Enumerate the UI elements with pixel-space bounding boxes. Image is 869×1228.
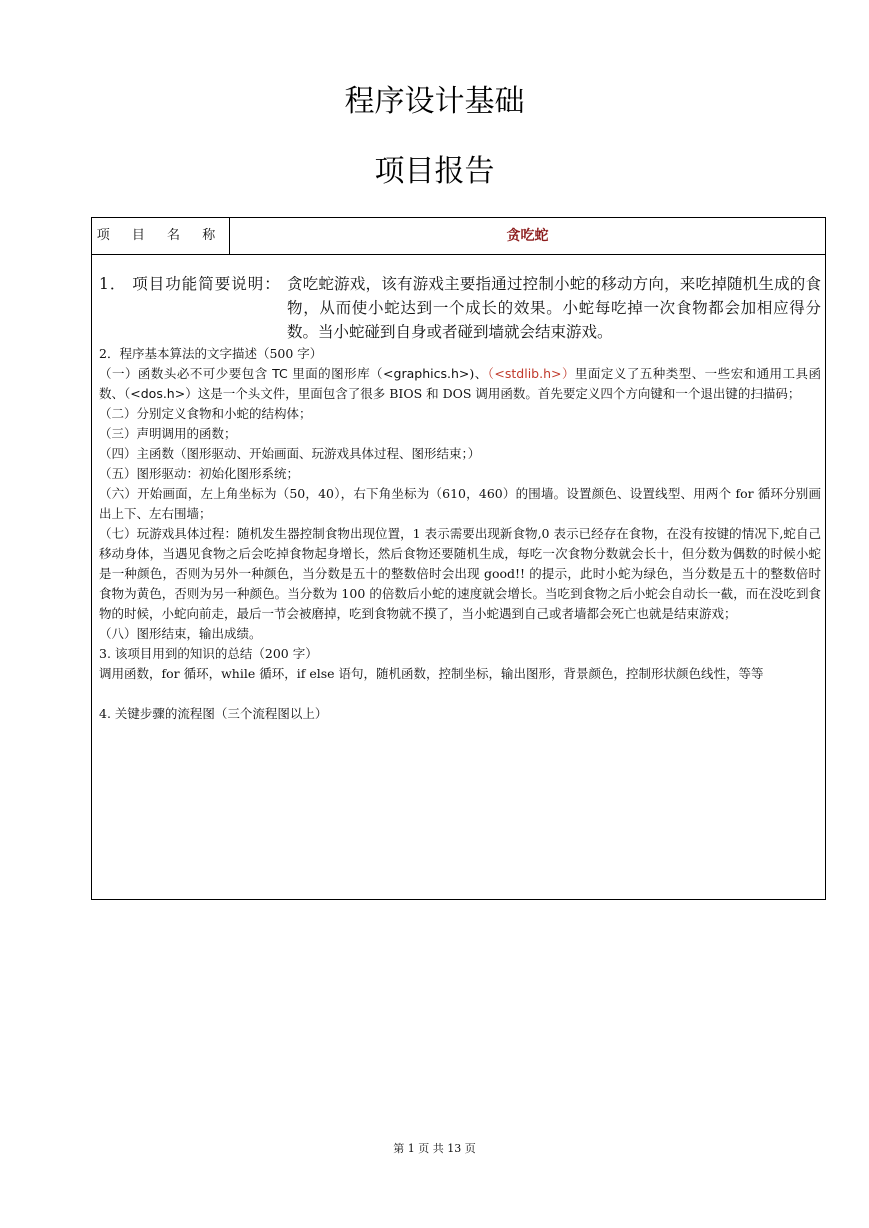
report-table (91, 217, 826, 900)
document-title: 程序设计基础 (344, 84, 525, 119)
project-name-row (92, 218, 825, 255)
section-1-text: 贪吃蛇游戏，该有游戏主要指通过控制小蛇的移动方向，来吃掉随机生成的食物，从而使小蛇达到一个成长的效果。小蛇每吃掉一次食物都会加相应得分数。当小蛇碰到自身或者碰到墙就会结束游戏。 (287, 275, 821, 341)
section-2-heading: 2．程序基本算法的文字描述（500 字） (99, 346, 323, 361)
section-2-item-2: （二）分别定义食物和小蛇的结构体； (99, 406, 312, 421)
section-2-item-7: （七）玩游戏具体过程：随机发生器控制食物出现位置，1 表示需要出现新食物,0 表示已经存在食物，在没有按键的情况下,蛇自己移动身体，当遇见食物之后会吃掉食物起身增长，然后食物还要随机生成，每吃一次食物分数就会长十，但分数为偶数的时候小蛇是一种颜色，否则为另外一种颜色，当分数是五十的整数倍时会出现 good!! 的提示，此时小蛇为绿色，当分数是五十的整数倍时食物为黄色，否则为另一种颜色。当分数为 100 的倍数后小蛇的速度就会增长。当吃到食物之后小蛇会自动长一截，而在没吃到食物的时候，小蛇向前走，最后一节会被磨掉，吃到食物就不摸了，当小蛇遇到自己或者墙都会死亡也就是结束游戏； (99, 526, 821, 621)
section-2-item-1: （一）函数头必不可少要包含 TC 里面的图形库（<graphics.h>)、（<stdlib.h>）里面定义了五种类型、一些宏和通用工具函数、（<dos.h>）这是一个头文件，里面包含了很多 BIOS 和 DOS 调用函数。首先要定义四个方向键和一个退出键的扫描码； (99, 366, 821, 401)
section-2-item-8: （八）图形结束，输出成绩。 (99, 626, 262, 641)
section-2-item-6: （六）开始画面，左上角坐标为（50，40），右下角坐标为（610，460）的围墙。设置颜色、设置线型、用两个 for 循环分别画出上下、左右围墙； (99, 486, 821, 521)
section-1-heading: 1． 项目功能简要说明： (99, 275, 281, 293)
section-1 (99, 272, 821, 344)
stdlib-highlight: （<stdlib.h>） (487, 366, 575, 381)
report-content (99, 272, 821, 724)
project-name-label: 项 目 名 称 (92, 218, 230, 254)
section-4-heading: 4. 关键步骤的流程图（三个流程图以上） (99, 706, 328, 721)
section-3-text: 调用函数，for 循环，while 循环，if else 语句，随机函数，控制坐标，输出图形，背景颜色，控制形状颜色线性，等等 (99, 666, 764, 681)
section-2-item-4: （四）主函数（图形驱动、开始画面、玩游戏具体过程、图形结束；） (99, 446, 481, 461)
section-3-heading: 3. 该项目用到的知识的总结（200 字） (99, 646, 318, 661)
section-2-item-5: （五）图形驱动：初始化图形系统； (99, 466, 300, 481)
page-footer: 第 1 页 共 13 页 (393, 1142, 476, 1155)
section-2-item-3: （三）声明调用的函数； (99, 426, 237, 441)
document-subtitle: 项目报告 (374, 154, 495, 189)
project-name-value: 贪吃蛇 (506, 228, 549, 244)
